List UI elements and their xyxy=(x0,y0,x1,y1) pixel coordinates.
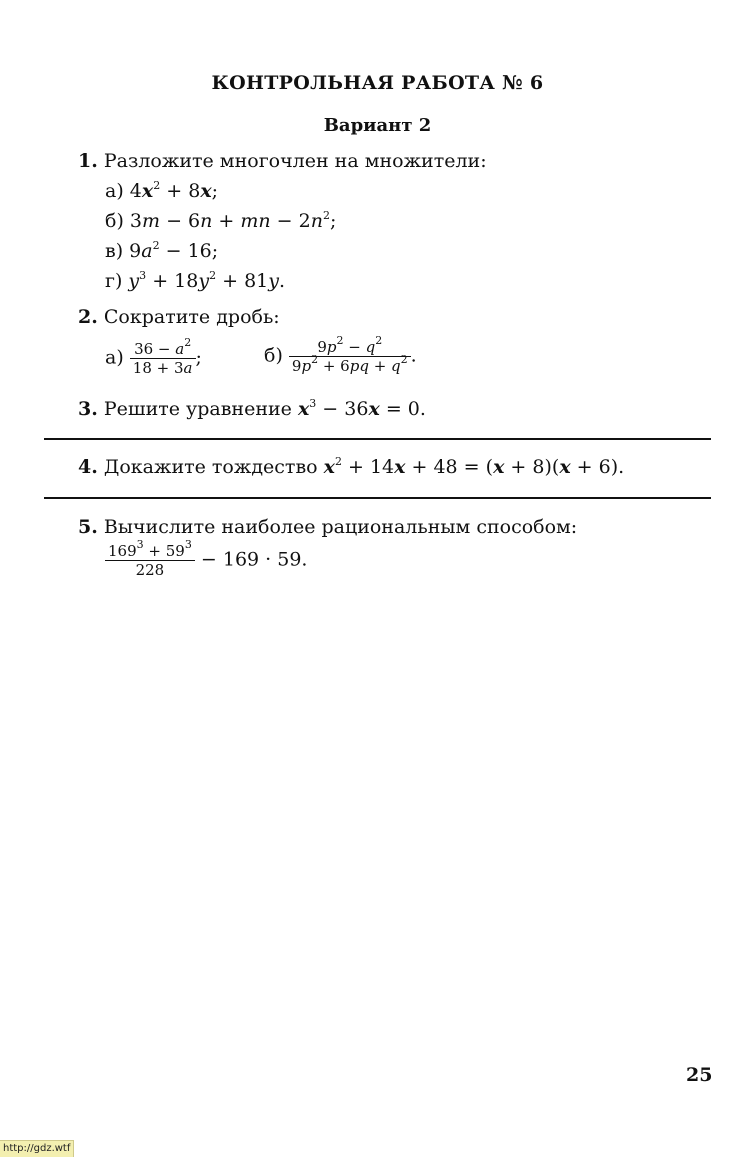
divider-2 xyxy=(44,497,711,499)
divider-1 xyxy=(44,438,711,440)
task-1d xyxy=(105,270,285,292)
task-1d-label: г) xyxy=(105,270,123,292)
task-4 xyxy=(78,456,624,478)
page-title: КОНТРОЛЬНАЯ РАБОТА № 6 xyxy=(211,72,544,94)
task-5-heading xyxy=(78,516,577,538)
task-3-number: 3. xyxy=(78,398,98,420)
task-5-text: Вычислите наиболее рациональным способом: xyxy=(103,516,578,538)
task-1b-expr: 3m − 6n + mn − $2n^2$; xyxy=(129,209,337,232)
variant-heading: Вариант 2 xyxy=(323,115,432,136)
task-1b xyxy=(105,210,336,232)
task-1d-expr: $y^3 + 18y^2 + 81y$. xyxy=(128,269,286,292)
task-1c-expr: $9a^2 - 16$; xyxy=(129,239,219,262)
task-2b-label: б) xyxy=(264,344,283,367)
task-2a-fraction: $\frac{36 - a^2}{18 + 3a}$ xyxy=(130,340,196,377)
task-1-text: Разложите многочлен на множители: xyxy=(103,150,487,172)
task-5-expression xyxy=(105,538,308,579)
task-1a xyxy=(105,180,218,202)
task-4-text: Докажите тождество xyxy=(103,456,318,478)
task-1c xyxy=(105,240,218,262)
task-2a: а) $\frac{36 - a^2}{18 + 3a}$ ; xyxy=(105,336,202,377)
task-2-heading xyxy=(78,306,280,328)
task-4-identity: $x^2 + 14x + 48 = (x + 8)(x + 6)$. xyxy=(323,455,625,478)
task-1-heading xyxy=(78,150,487,172)
task-5-number: 5. xyxy=(78,516,98,538)
page-number: 25 xyxy=(686,1064,713,1086)
task-2b-fraction: $\frac{9p^2 - q^2}{9p^2 + 6pq + q^2}$ xyxy=(289,338,411,375)
task-5-tail: − 169 · 59. xyxy=(200,548,308,571)
task-1a-label: а) xyxy=(105,180,124,202)
task-1-number: 1. xyxy=(78,150,98,172)
task-2a-label: а) xyxy=(105,346,124,369)
task-3-equation: $x^3 - 36x = 0$. xyxy=(297,397,426,420)
task-3 xyxy=(78,398,426,420)
task-5-fraction: $\frac{169^3 + 59^3}{228}$ xyxy=(105,542,195,579)
task-1b-label: б) xyxy=(105,210,124,232)
task-4-number: 4. xyxy=(78,456,98,478)
watermark-link[interactable]: http://gdz.wtf xyxy=(0,1140,74,1157)
task-1a-expr: $4x^2 + 8x$; xyxy=(129,179,219,202)
task-2-number: 2. xyxy=(78,306,98,328)
task-1c-label: в) xyxy=(105,240,124,262)
task-3-text: Решите уравнение xyxy=(103,398,292,420)
task-2-text: Сократите дробь: xyxy=(103,306,280,328)
task-2b: б) $\frac{9p^2 - q^2}{9p^2 + 6pq + q^2}$ . xyxy=(264,334,417,375)
